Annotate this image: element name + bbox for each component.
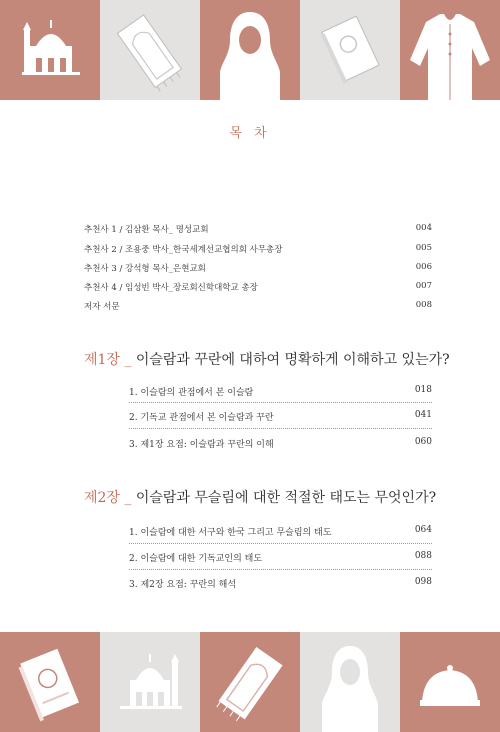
robe-icon	[400, 0, 500, 100]
bottom-tile-1	[0, 632, 100, 732]
front-matter-label: 추천사 2 / 조용중 박사_한국세계선교협의회 사무총장	[84, 245, 283, 255]
section-label: 3. 제2장 요점: 꾸란의 해석	[129, 580, 237, 590]
bottom-tile-4	[300, 632, 400, 732]
dotted-divider	[129, 428, 432, 429]
section-page: 018	[414, 385, 432, 395]
section-label: 1. 이슬람에 대한 서구와 한국 그리고 무슬림의 태도	[129, 528, 332, 538]
section-label: 2. 기독교 관점에서 본 이슬람과 꾸란	[129, 413, 274, 423]
mosque-icon	[0, 0, 100, 100]
section-label: 2. 이슬람에 대한 기독교인의 태도	[129, 554, 263, 564]
section-label: 3. 제1장 요점: 이슬람과 꾸란의 이해	[129, 440, 274, 450]
prayer-rug-icon	[200, 632, 300, 732]
dotted-divider	[129, 543, 432, 544]
top-tile-4	[300, 0, 400, 100]
chapter-number: 제2장 _	[84, 490, 132, 506]
section-label: 1. 이슬람의 관점에서 본 이슬람	[129, 388, 254, 398]
top-tile-1	[0, 0, 100, 100]
front-matter-label: 추천사 3 / 강석형 목사_은현교회	[84, 264, 206, 274]
toc-title: 목 차	[229, 126, 271, 141]
hijab-woman-icon	[200, 0, 300, 100]
top-tile-5	[400, 0, 500, 100]
front-matter-page: 008	[415, 300, 432, 310]
section-page: 098	[414, 577, 432, 587]
front-matter-page: 006	[415, 262, 432, 272]
front-matter-page: 007	[415, 281, 432, 291]
hijab-woman-icon	[300, 632, 400, 732]
chapter-title: 이슬람과 무슬림에 대한 적절한 태도는 무엇인가?	[135, 490, 437, 506]
bottom-decor-band	[0, 632, 500, 732]
kufi-cap-icon	[400, 632, 500, 732]
section-page: 088	[414, 551, 432, 561]
top-tile-3	[200, 0, 300, 100]
bottom-tile-3	[200, 632, 300, 732]
quran-book-icon	[0, 632, 100, 732]
chapter-number: 제1장 _	[84, 352, 132, 368]
chapter-title: 이슬람과 꾸란에 대하여 명확하게 이해하고 있는가?	[135, 352, 450, 368]
chapter-2-heading[interactable]	[84, 487, 436, 507]
mosque-icon	[100, 632, 200, 732]
front-matter-page: 005	[415, 243, 432, 253]
bottom-tile-5	[400, 632, 500, 732]
front-matter-label: 저자 서문	[84, 302, 120, 312]
front-matter-page: 004	[415, 223, 432, 233]
section-page: 064	[414, 525, 432, 535]
dotted-divider	[129, 402, 432, 403]
dotted-divider	[129, 569, 432, 570]
section-page: 041	[414, 410, 432, 420]
chapter-1-heading[interactable]	[84, 349, 450, 369]
bottom-tile-2	[100, 632, 200, 732]
front-matter-label: 추천사 1 / 김삼환 목사_ 명성교회	[84, 225, 209, 235]
prayer-rug-icon	[100, 0, 200, 100]
top-tile-2	[100, 0, 200, 100]
top-decor-band	[0, 0, 500, 100]
section-page: 060	[414, 437, 432, 447]
quran-book-icon	[300, 0, 400, 100]
front-matter-label: 추천사 4 / 임성빈 박사_장로회신학대학교 총장	[84, 283, 258, 293]
